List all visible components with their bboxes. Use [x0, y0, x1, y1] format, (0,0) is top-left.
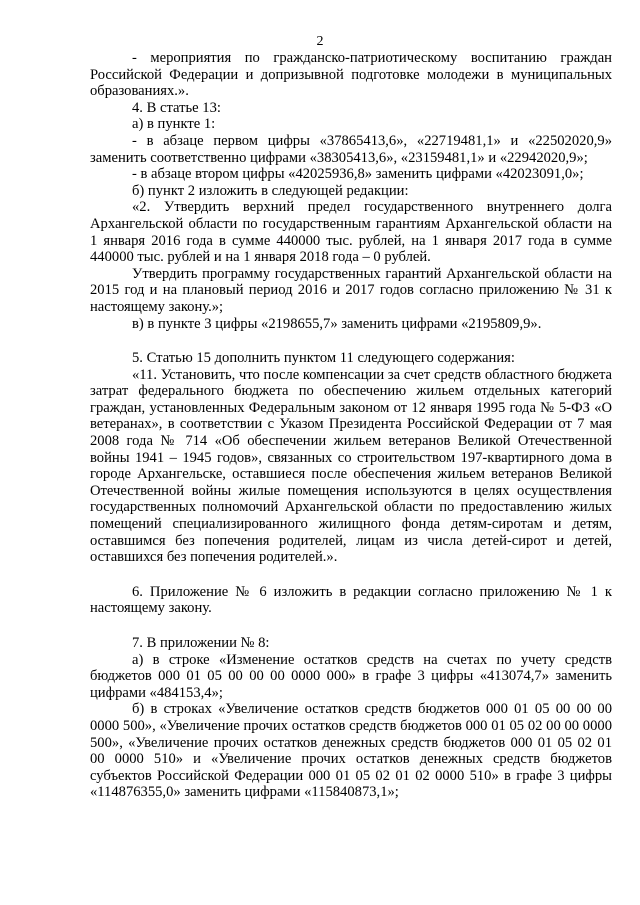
paragraph-measures-item: - мероприятия по гражданско-патриотическому воспитанию граждан Российской Федерации и допризывной подготовке молодежи в муниципальных образованиях.».: [90, 50, 612, 100]
paragraph-point-11: «11. Установить, что после компенсации за счет средств областного бюджета затрат федерального бюджета по обеспечению жильем отдельных категорий граждан, установленных Федеральным законом от 12 января 1995 года № 5-ФЗ «О ветеранах», в соответствии с Указом Президента Российской Федерации от 7 мая 2008 года № 714 «Об обеспечении жильем ветеранов Великой Отечественной войны 1941 – 1945 годов», связанных со строительством 197-квартирного дома в городе Архангельске, оставшиеся после обеспечения жильем ветеранов Великой Отечественной войны жилые помещения используются в целях осуществления государственных полномочий Архангельской области по предоставлению жилых помещений специализированного жилищного фонда детям-сиротам и детям, оставшимся без попечения родителей, лицам из числа детей-сирот и детей, оставшихся без попечения родителей.».: [90, 366, 612, 566]
paragraph-second-abzac: - в абзаце втором цифры «42025936,8» заменить цифрами «42023091,0»;: [132, 166, 584, 183]
spacer: [90, 566, 612, 584]
paragraph-guarantee-program: Утвердить программу государственных гарантий Архангельской области на 2015 год и на плановый период 2016 и 2017 годов согласно приложению № 31 к настоящему закону.»;: [90, 265, 612, 315]
page-number: 2: [316, 34, 324, 49]
spacer: [90, 617, 612, 635]
paragraph-appendix-8-b: б) в строках «Увеличение остатков средств бюджетов 000 01 05 00 00 00 0000 500», «Увеличение прочих остатков средств бюджетов 000 01 05 02 00 00 0000 500», «Увеличение прочих остатков денежных средств бюджетов 000 01 05 02 01 00 0000 510» и «Увеличение прочих остатков денежных средств бюджетов субъектов Российской Федерации 000 01 05 02 01 02 0000 510» в графе 3 цифры «114876355,0» заменить цифрами «115840873,1»;: [90, 701, 612, 801]
document-body: [90, 50, 612, 801]
paragraph-appendix-8-heading: 7. В приложении № 8:: [132, 635, 270, 651]
paragraph-point-3: в) в пункте 3 цифры «2198655,7» заменить цифрами «2195809,9».: [132, 315, 542, 332]
paragraph-appendix-6: 6. Приложение № 6 изложить в редакции согласно приложению № 1 к настоящему закону.: [90, 583, 612, 617]
paragraph-article-13-heading: 4. В статье 13:: [132, 99, 221, 116]
paragraph-first-abzac: - в абзаце первом цифры «37865413,6», «22719481,1» и «22502020,9» заменить соответственно цифрами «38305413,6», «23159481,1» и «22942020,9»;: [90, 132, 612, 166]
paragraph-appendix-8-a: а) в строке «Изменение остатков средств на счетах по учету средств бюджетов 000 01 05 00 00 00 0000 000» в графе 3 цифры «413074,7» заменить цифрами «484153,4»;: [90, 651, 612, 701]
paragraph-article-15-heading: 5. Статью 15 дополнить пунктом 11 следующего содержания:: [132, 350, 515, 367]
paragraph-point-2-heading: б) пункт 2 изложить в следующей редакции:: [132, 182, 409, 199]
paragraph-point-1-heading: а) в пункте 1:: [132, 116, 216, 133]
paragraph-debt-limit: «2. Утвердить верхний предел государственного внутреннего долга Архангельской области по государственным гарантиям Архангельской области на 1 января 2016 года в сумме 440000 тыс. рублей, на 1 января 2017 года в сумме 440000 тыс. рублей и на 1 января 2018 года – 0 рублей.: [90, 199, 612, 266]
spacer: [90, 332, 612, 350]
